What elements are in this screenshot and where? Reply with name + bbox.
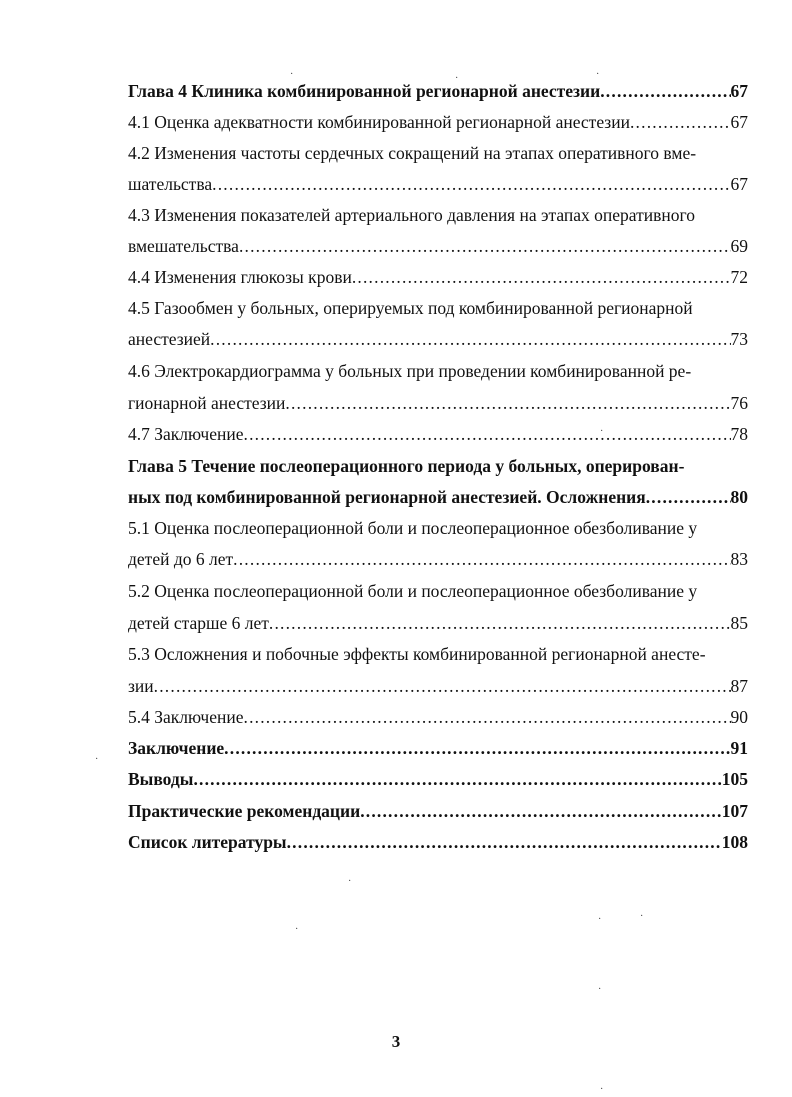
- toc-leader-dots: [224, 736, 730, 760]
- scan-speck: ·: [455, 73, 459, 84]
- scan-speck: ·: [598, 914, 602, 925]
- toc-entry-page: 107: [721, 801, 748, 821]
- toc-entry-page: 83: [730, 549, 748, 569]
- toc-entry-page: 91: [730, 738, 748, 758]
- toc-leader-dots: [630, 110, 731, 134]
- toc-leader-dots: [244, 422, 731, 446]
- scan-speck: ·: [600, 1084, 604, 1095]
- toc-entry-page: 67: [730, 174, 748, 194]
- toc-leader-dots: [269, 611, 731, 635]
- toc-entry-page: 80: [730, 487, 748, 507]
- toc-entry-title: зии: [128, 676, 154, 696]
- toc-leader-dots: [193, 767, 721, 791]
- toc-entry-chapter-4: [128, 79, 748, 103]
- toc-leader-dots: [244, 705, 731, 729]
- toc-entry-title: детей старше 6 лет: [128, 613, 269, 633]
- toc-entry-4-5-line2: [128, 327, 748, 351]
- toc-entry-title: анестезией: [128, 329, 211, 349]
- toc-entry-page: 76: [730, 393, 748, 413]
- toc-entry-5-1-line2: [128, 547, 748, 571]
- toc-leader-dots: [239, 234, 731, 258]
- toc-entry-title: Глава 4 Клиника комбинированной регионарной анестезии: [128, 81, 601, 101]
- toc-leader-dots: [600, 79, 730, 103]
- toc-leader-dots: [210, 327, 730, 351]
- toc-entry-bibliography: [128, 830, 748, 854]
- scan-speck: ·: [598, 984, 602, 995]
- toc-entry-5-1-line1: 5.1 Оценка послеоперационной боли и послеоперационное обезболивание у: [128, 518, 698, 538]
- toc-entry-4-1: [128, 110, 748, 134]
- toc-leader-dots: [360, 799, 722, 823]
- scan-speck: ·: [640, 911, 644, 922]
- toc-leader-dots: [287, 830, 722, 854]
- toc-leader-dots: [154, 674, 731, 698]
- toc-entry-5-2-line2: [128, 611, 748, 635]
- page-number: 3: [391, 1032, 401, 1051]
- toc-leader-dots: [352, 265, 731, 289]
- toc-entry-title: 5.4 Заключение: [128, 707, 244, 727]
- toc-entry-title: 4.1 Оценка адекватности комбинированной регионарной анестезии: [128, 112, 630, 132]
- toc-entry-4-6-line1: 4.6 Электрокардиограмма у больных при проведении комбинированной ре-: [128, 361, 692, 381]
- toc-entry-title: Практические рекомендации: [128, 801, 361, 821]
- scan-speck: ·: [290, 69, 294, 80]
- toc-entry-title: ных под комбинированной регионарной анестезией. Осложнения: [128, 487, 646, 507]
- scan-speck: ·: [95, 754, 99, 765]
- toc-entry-page: 85: [730, 613, 748, 633]
- toc-entry-conclusion: [128, 736, 748, 760]
- toc-entry-chapter-5-line2: [128, 485, 748, 509]
- toc-entry-4-5-line1: 4.5 Газообмен у больных, оперируемых под комбинированной регионарной: [128, 298, 693, 318]
- toc-entry-page: 108: [721, 832, 748, 852]
- toc-entry-4-7: [128, 422, 748, 446]
- toc-entry-5-4: [128, 705, 748, 729]
- toc-entry-page: 105: [721, 769, 748, 789]
- toc-entry-page: 87: [730, 676, 748, 696]
- toc-entry-5-3-line1: 5.3 Осложнения и побочные эффекты комбинированной регионарной анесте-: [128, 644, 706, 664]
- scan-speck: ·: [348, 876, 352, 887]
- toc-entry-page: 78: [730, 424, 748, 444]
- toc-entry-page: 67: [730, 112, 748, 132]
- toc-entry-title: 4.7 Заключение: [128, 424, 244, 444]
- scan-speck: ·: [295, 924, 299, 935]
- toc-entry-4-2-line2: [128, 172, 748, 196]
- toc-entry-title: гионарной анестезии: [128, 393, 286, 413]
- toc-entry-5-2-line1: 5.2 Оценка послеоперационной боли и послеоперационное обезболивание у: [128, 581, 698, 601]
- toc-leader-dots: [646, 485, 731, 509]
- toc-entry-findings: [128, 767, 748, 791]
- toc-entry-4-6-line2: [128, 391, 748, 415]
- toc-entry-page: 72: [730, 267, 748, 287]
- toc-entry-4-2-line1: 4.2 Изменения частоты сердечных сокращений на этапах оперативного вме-: [128, 143, 697, 163]
- toc-entry-title: вмешательства: [128, 236, 239, 256]
- toc-entry-title: детей до 6 лет: [128, 549, 234, 569]
- toc-entry-title: Заключение: [128, 738, 225, 758]
- toc-entry-title: шательства: [128, 174, 213, 194]
- toc-entry-title: 4.4 Изменения глюкозы крови: [128, 267, 352, 287]
- toc-entry-5-3-line2: [128, 674, 748, 698]
- toc-entry-chapter-5-line1: Глава 5 Течение послеоперационного периода у больных, оперирован-: [128, 456, 685, 476]
- toc-leader-dots: [212, 172, 730, 196]
- toc-leader-dots: [233, 547, 730, 571]
- toc-entry-title: Список литературы: [128, 832, 287, 852]
- toc-entry-page: 67: [730, 81, 748, 101]
- toc-leader-dots: [285, 391, 730, 415]
- toc-entry-recommendations: [128, 799, 748, 823]
- toc-entry-page: 90: [730, 707, 748, 727]
- toc-entry-4-4: [128, 265, 748, 289]
- toc-entry-title: Выводы: [128, 769, 194, 789]
- scan-speck: ·: [596, 69, 600, 80]
- toc-entry-4-3-line2: [128, 234, 748, 258]
- toc-entry-page: 73: [730, 329, 748, 349]
- toc-entry-page: 69: [730, 236, 748, 256]
- toc-entry-4-3-line1: 4.3 Изменения показателей артериального давления на этапах оперативного: [128, 205, 695, 225]
- scan-speck: ·: [600, 426, 604, 437]
